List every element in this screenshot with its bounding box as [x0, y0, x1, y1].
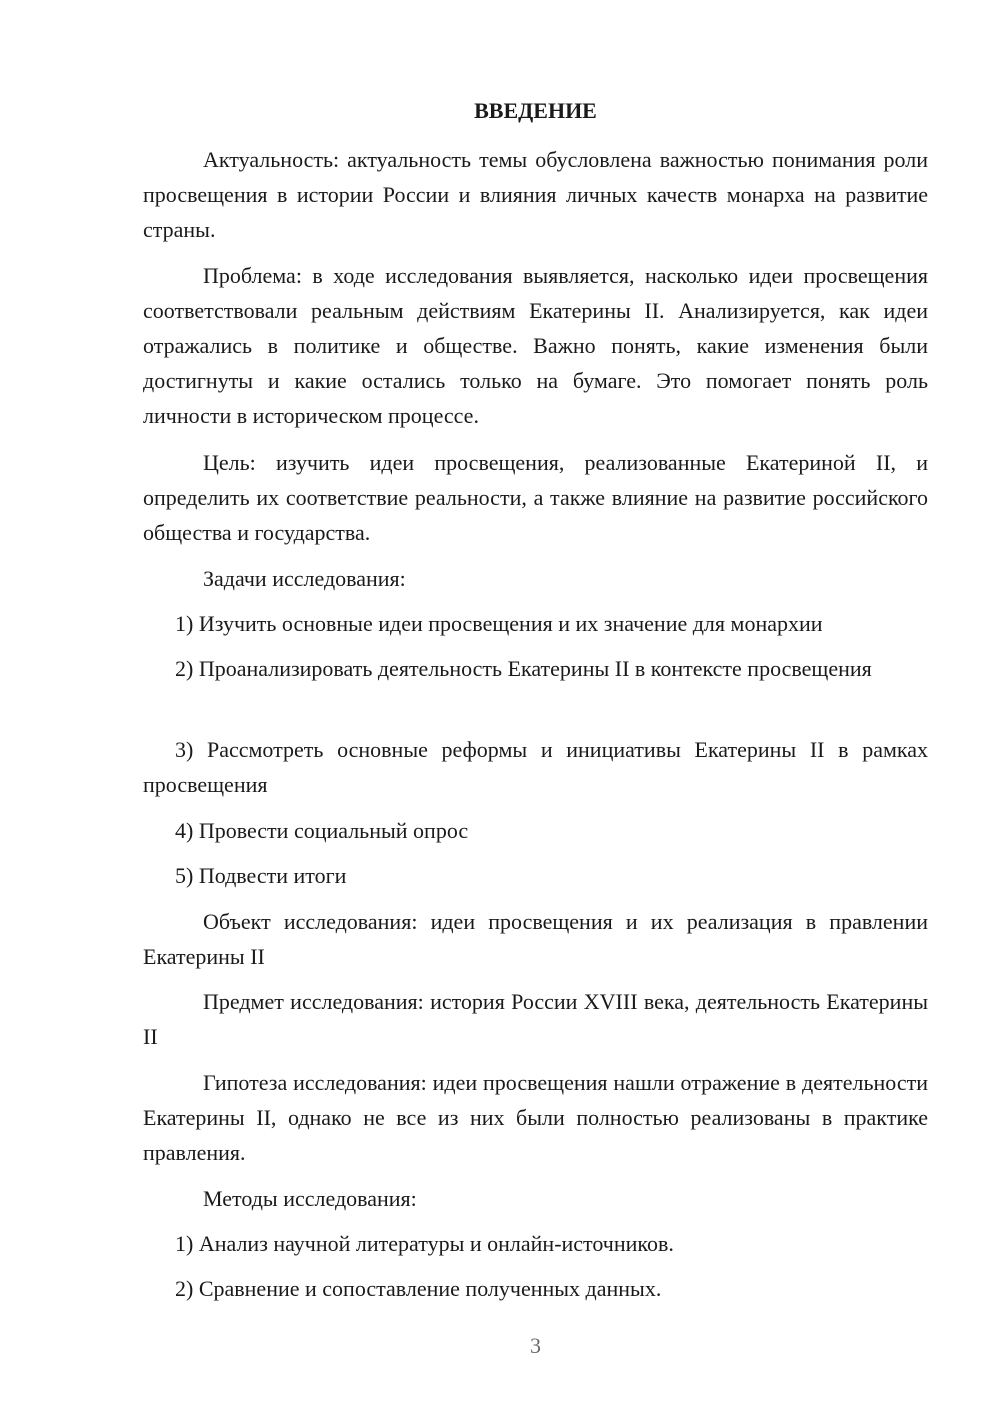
task-item-4: 4) Провести социальный опрос [175, 818, 469, 843]
task-item-3: 3) Рассмотреть основные реформы и инициативы Екатерины II в рамках просвещения [143, 737, 928, 797]
relevance-paragraph: Актуальность: актуальность темы обусловлена важностью понимания роли просвещения в истории России и влияния личных качеств монарха на развитие страны. [143, 147, 928, 242]
method-item-2: 2) Сравнение и сопоставление полученных данных. [175, 1276, 662, 1301]
method-item-1: 1) Анализ научной литературы и онлайн-источников. [175, 1231, 674, 1256]
tasks-heading: Задачи исследования: [203, 566, 406, 591]
goal-paragraph: Цель: изучить идеи просвещения, реализованные Екатериной II, и определить их соответствие реальности, а также влияние на развитие российского общества и государства. [143, 450, 928, 545]
hypothesis-paragraph: Гипотеза исследования: идеи просвещения нашли отражение в деятельности Екатерины II, однако не все из них были полностью реализованы в практике правления. [143, 1070, 928, 1165]
object-paragraph: Объект исследования: идеи просвещения и их реализация в правлении Екатерины II [143, 909, 928, 969]
document-page [143, 0, 928, 1414]
page-title: ВВЕДЕНИЕ [474, 98, 597, 123]
subject-paragraph: Предмет исследования: история России XVIII века, деятельность Екатерины II [143, 989, 928, 1049]
task-item-5: 5) Подвести итоги [175, 863, 347, 888]
methods-heading: Методы исследования: [203, 1186, 417, 1211]
problem-paragraph: Проблема: в ходе исследования выявляется, насколько идеи просвещения соответствовали реальным действиям Екатерины II. Анализируется, как идеи отражались в политике и обществе. Важно понять, какие изменения были достигнуты и какие остались только на бумаге. Это помогает понять роль личности в историческом процессе. [143, 263, 928, 428]
task-item-1: 1) Изучить основные идеи просвещения и их значение для монархии [175, 611, 823, 636]
page-number: 3 [530, 1333, 541, 1358]
task-item-2: 2) Проанализировать деятельность Екатерины II в контексте просвещения [175, 656, 872, 681]
